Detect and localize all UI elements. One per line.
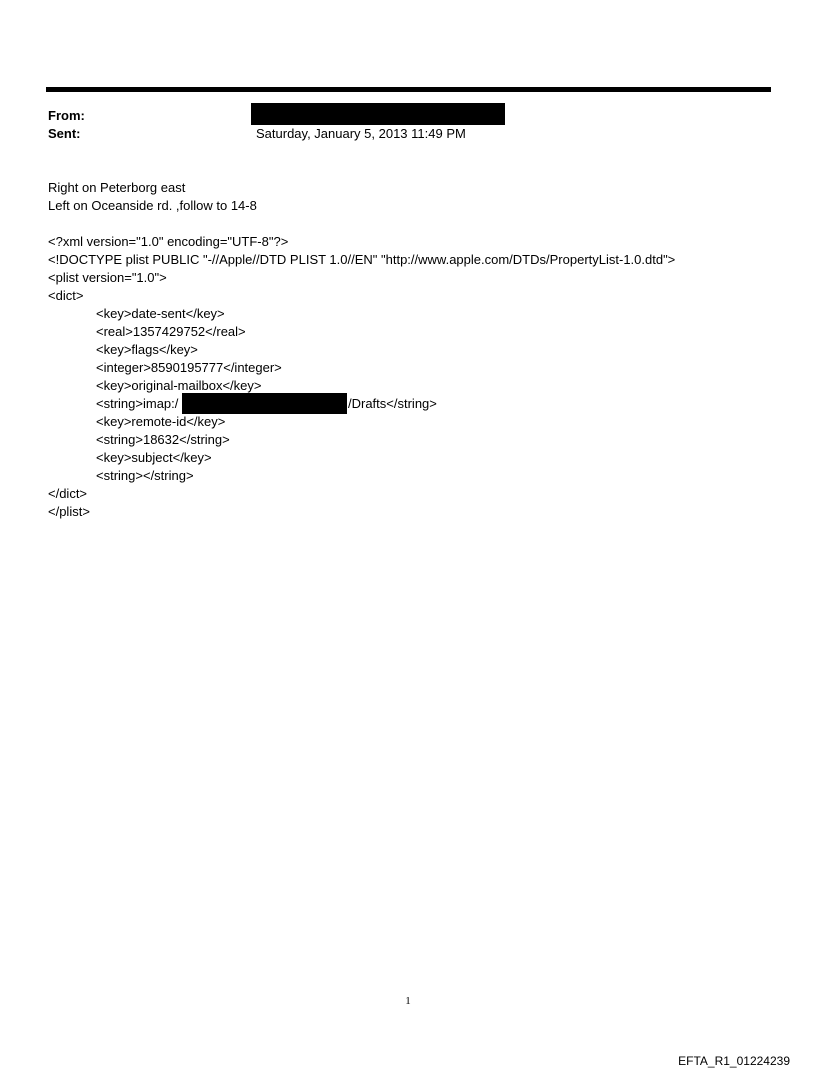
plist-entry: <integer>8590195777</integer> (96, 360, 282, 375)
message-line: Left on Oceanside rd. ,follow to 14-8 (48, 198, 257, 213)
sent-label: Sent: (48, 126, 81, 141)
plist-entry: <real>1357429752</real> (96, 324, 246, 339)
from-redaction (251, 103, 505, 125)
from-label: From: (48, 108, 85, 123)
xml-declaration: <?xml version="1.0" encoding="UTF-8"?> (48, 234, 289, 249)
plist-close-tag: </plist> (48, 504, 90, 519)
imap-string-suffix: /Drafts</string> (348, 396, 437, 411)
plist-entry: <string>18632</string> (96, 432, 230, 447)
plist-entry: <key>subject</key> (96, 450, 212, 465)
sent-value: Saturday, January 5, 2013 11:49 PM (256, 126, 466, 141)
plist-entry: <string></string> (96, 468, 194, 483)
message-line: Right on Peterborg east (48, 180, 186, 195)
plist-entry: <key>original-mailbox</key> (96, 378, 262, 393)
doctype-line: <!DOCTYPE plist PUBLIC "-//Apple//DTD PLIST 1.0//EN" "http://www.apple.com/DTDs/PropertyList-1.0.dtd"> (48, 252, 676, 267)
imap-redaction (182, 393, 347, 414)
plist-entry: <key>remote-id</key> (96, 414, 226, 429)
dict-close-tag: </dict> (48, 486, 88, 501)
header-divider (46, 87, 771, 92)
page-number: 1 (405, 995, 411, 1007)
plist-entry: <key>flags</key> (96, 342, 198, 357)
imap-string-prefix: <string>imap:/ (96, 396, 179, 411)
bates-number: EFTA_R1_01224239 (678, 1054, 790, 1068)
plist-entry: <key>date-sent</key> (96, 306, 225, 321)
plist-open-tag: <plist version="1.0"> (48, 270, 167, 285)
dict-open-tag: <dict> (48, 288, 84, 303)
